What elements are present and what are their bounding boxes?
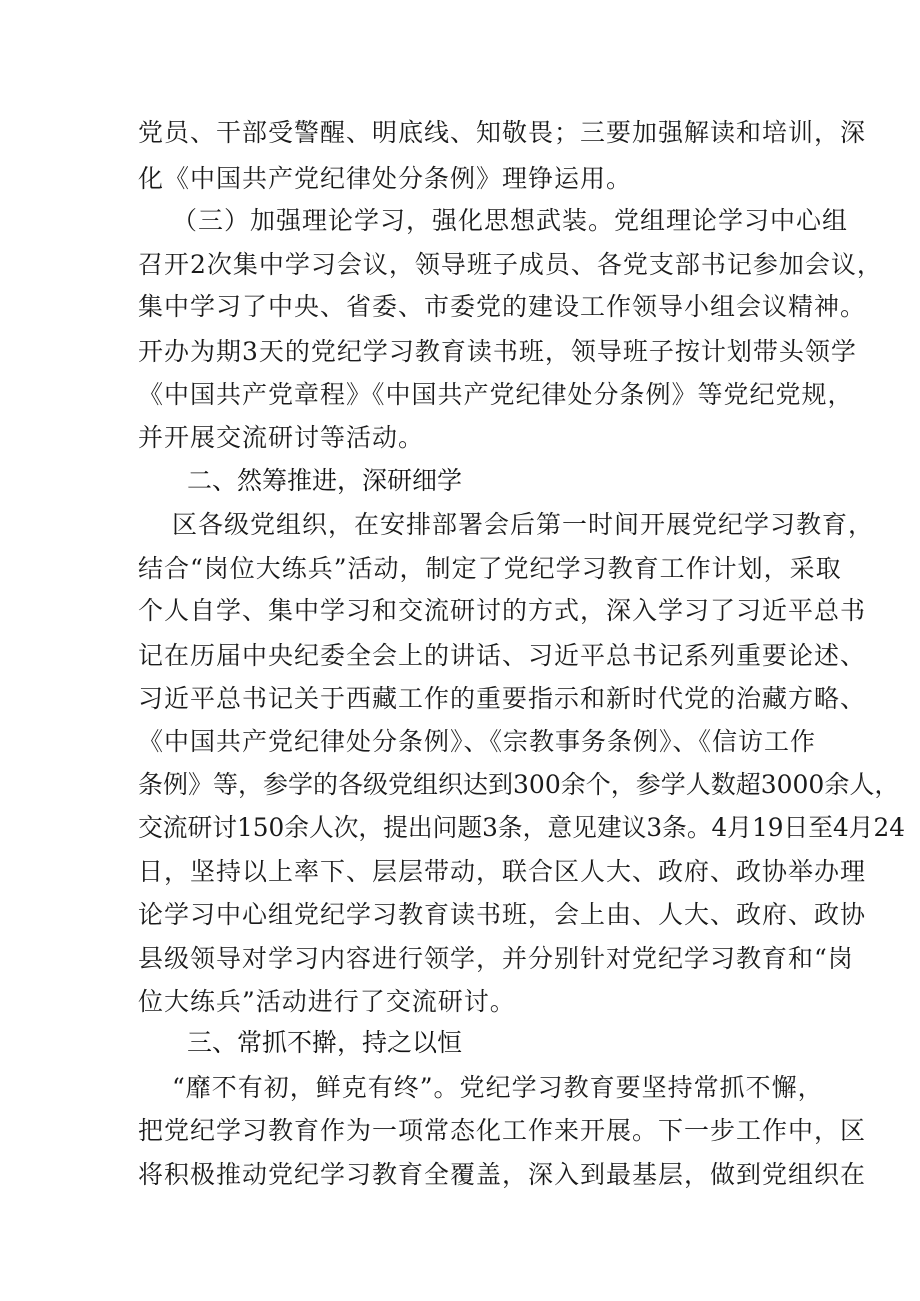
- paragraph-line: 交流研讨150余人次，提出问题3条，意见建议3条。4月19日至4月24: [138, 813, 905, 842]
- paragraph-line: 党员、干部受警醒、明底线、知敬畏；三要加强解读和培训，深: [138, 118, 867, 147]
- section-heading: 三、常抓不擀，持之以恒: [187, 1028, 463, 1057]
- paragraph-line: “靡不有初，鲜克有终”。党纪学习教育要坚持常抓不懈，: [172, 1073, 824, 1102]
- paragraph-line: 个人自学、集中学习和交流研讨的方式，深入学习了习近平总书: [138, 596, 867, 625]
- paragraph-line: 结合“岗位大练兵”活动，制定了党纪学习教育工作计划，采取: [138, 554, 842, 583]
- paragraph-line: 集中学习了中央、省委、市委党的建设工作领导小组会议精神。: [138, 292, 867, 321]
- paragraph-line: 记在历届中央纪委全会上的讲话、习近平总书记系列重要论述、: [138, 641, 867, 670]
- paragraph-line: 论学习中心组党纪学习教育读书班，会上由、人大、政府、政协: [138, 900, 867, 929]
- paragraph-line: 《中国共产党纪律处分条例》、《宗教事务条例》、《信访工作: [138, 727, 817, 756]
- paragraph-line: 开办为期3天的党纪学习教育读书班，领导班子按计划带头领学: [138, 337, 857, 366]
- section-subheading-line: （三）加强理论学习，强化思想武装。党组理论学习中心组: [172, 206, 849, 235]
- paragraph-line: 召开2次集中学习会议，领导班子成员、各党支部书记参加会议，: [138, 250, 883, 279]
- paragraph-line: 并开展交流研讨等活动。: [138, 423, 425, 452]
- paragraph-line: 化《中国共产党纪律处分条例》理铮运用。: [138, 164, 633, 193]
- paragraph-line: 日，坚持以上率下、层层带动，联合区人大、政府、政协举办理: [138, 857, 867, 886]
- paragraph-line: 《中国共产党章程》《中国共产党纪律处分条例》等党纪党规，: [138, 380, 854, 409]
- paragraph-line: 区各级党组织，在安排部署会后第一时间开展党纪学习教育，: [172, 510, 875, 539]
- paragraph-line: 习近平总书记关于西藏工作的重要指示和新时代党的治藏方略、: [138, 684, 867, 713]
- paragraph-line: 把党纪学习教育作为一项常态化工作来开展。下一步工作中，区: [138, 1116, 867, 1145]
- paragraph-line: 条例》等，参学的各级党组织达到300余个，参学人数超3000余人，: [138, 770, 900, 799]
- paragraph-line: 将积极推动党纪学习教育全覆盖，深入到最基层，做到党组织在: [138, 1160, 867, 1189]
- paragraph-line: 位大练兵”活动进行了交流研讨。: [138, 987, 516, 1016]
- section-heading: 二、然筹推进，深研细学: [187, 466, 463, 495]
- paragraph-line: 县级领导对学习内容进行领学，并分别针对党纪学习教育和“岗: [138, 944, 854, 973]
